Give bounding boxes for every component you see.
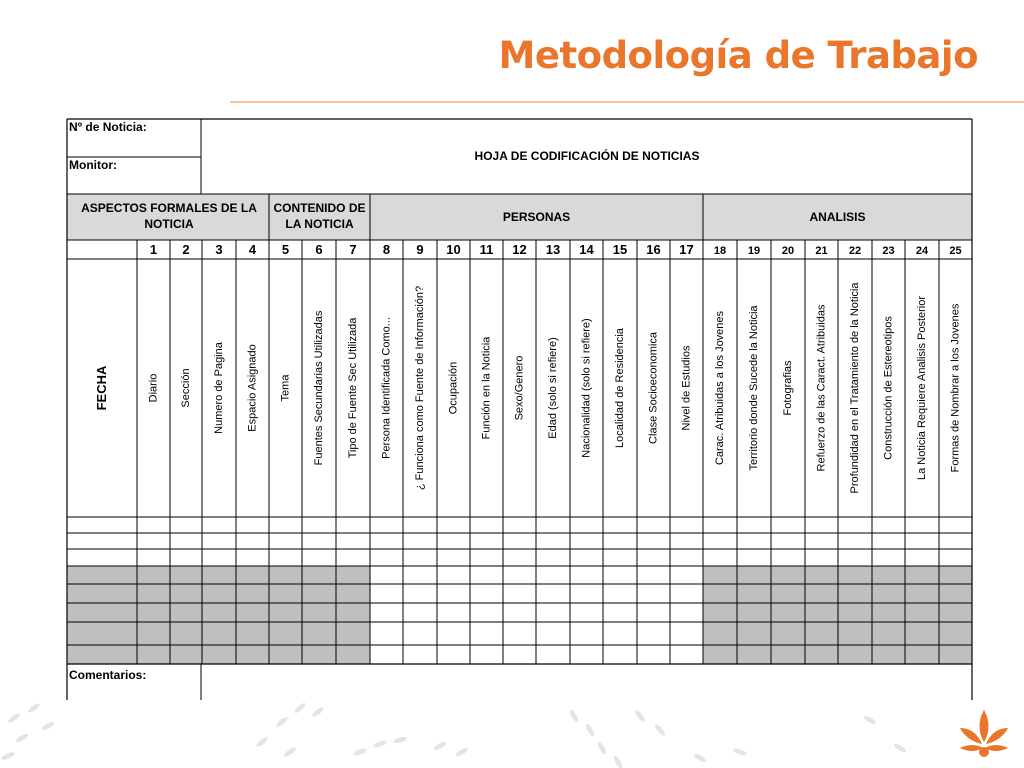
monitor-label: Monitor: [69, 158, 117, 172]
column-label: Diario [147, 373, 160, 403]
comments-label: Comentarios: [69, 668, 147, 682]
column-label: Edad (solo si refiere) [547, 337, 559, 439]
column-number: 6 [315, 242, 323, 257]
group-aspectos-formales-label: ASPECTOS FORMALES DE LA [81, 201, 257, 215]
group-contenido-label: CONTENIDO DE [273, 201, 366, 215]
column-number: 3 [215, 242, 223, 257]
column-number: 16 [646, 242, 661, 257]
column-label: Nivel de Estudios [680, 345, 693, 431]
column-number: 9 [416, 242, 424, 257]
group-contenido-label: LA NOTICIA [285, 217, 354, 231]
column-number: 21 [815, 245, 828, 257]
column-label: Tema [279, 374, 292, 402]
column-label: Fotografias [782, 360, 794, 416]
column-label: Tipo de Fuente Sec Utilizada [347, 317, 359, 459]
column-number: 14 [579, 242, 594, 257]
sheet-title: HOJA DE CODIFICACIÓN DE NOTICIAS [474, 149, 700, 163]
column-label: Profundidad en el Tratamiento de la Noticia [849, 282, 861, 494]
column-label: Fuentes Secundarias Utilizadas [313, 310, 325, 466]
column-label: ¿ Funciona como Fuente de Información? [414, 285, 426, 491]
column-number: 13 [545, 242, 561, 257]
slide-title: Metodología de Trabajo [498, 34, 978, 77]
column-number: 7 [349, 242, 357, 257]
group-aspectos-formales-label: NOTICIA [144, 217, 194, 231]
column-number: 18 [713, 245, 727, 257]
column-number: 25 [949, 245, 962, 257]
column-number: 15 [612, 242, 628, 257]
column-number: 23 [882, 245, 895, 257]
column-number: 8 [382, 242, 391, 257]
fecha-column-label: FECHA [94, 365, 109, 411]
column-label: Ocupación [447, 361, 460, 415]
column-label: Refuerzo de las Caract. Atribuidas [815, 304, 828, 472]
column-number: 4 [248, 242, 257, 257]
group-personas-label: PERSONAS [502, 210, 571, 224]
column-label: Localidad de Residencia [614, 328, 626, 448]
column-number: 20 [781, 245, 795, 257]
brand-leaf-icon [956, 706, 1016, 762]
column-label: Clase Socioeconomica [647, 332, 660, 444]
column-label: La Noticia Requiere Analisis Posterior [916, 295, 928, 481]
column-label: Territorio donde Sucede la Noticia [748, 305, 760, 471]
column-number: 5 [281, 242, 290, 257]
column-label: Persona Identificada Como... [380, 317, 393, 459]
column-label: Formas de Nombrar a los Jovenes [949, 303, 962, 473]
column-label: Función en la Noticia [480, 336, 493, 440]
column-number: 19 [747, 245, 761, 257]
column-label: Sexo/Genero [513, 355, 526, 421]
group-analisis-label: ANALISIS [809, 210, 866, 224]
column-number: 12 [512, 242, 527, 257]
column-label: Carac. Atribuidas a los Jovenes [714, 310, 726, 466]
column-label: Numero de Pagina [213, 342, 225, 434]
column-number: 2 [182, 242, 190, 257]
column-number: 17 [679, 242, 694, 257]
column-label: Espacio Asignado [246, 344, 259, 432]
column-number: 11 [479, 242, 494, 257]
column-number: 1 [149, 242, 158, 257]
column-label: Nacionalidad (solo si refiere) [580, 318, 593, 458]
column-number: 10 [446, 242, 461, 257]
column-number: 24 [915, 245, 929, 257]
column-label: Construcción de Estereotipos [882, 316, 895, 460]
noticia-number-label: Nº de Noticia: [69, 120, 147, 134]
column-label: Sección [180, 368, 192, 408]
column-number: 22 [848, 245, 862, 257]
